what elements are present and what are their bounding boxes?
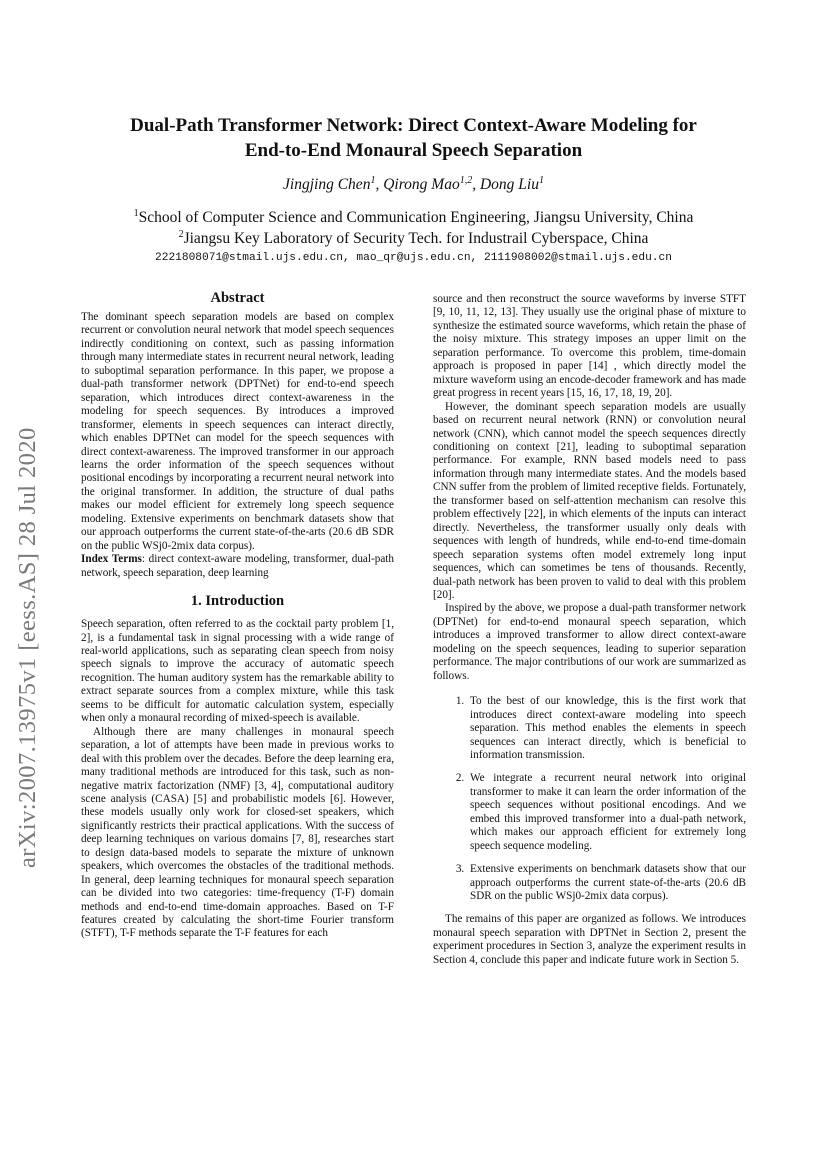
author-name: Qirong Mao xyxy=(383,176,460,193)
author-affiliation-mark: 1,2 xyxy=(459,175,473,186)
index-terms xyxy=(81,553,394,580)
affiliation-mark: 1 xyxy=(133,208,139,219)
contributions-list xyxy=(433,695,746,903)
intro-paragraph-3: source and then reconstruct the source waveforms by inverse STFT [9, 10, 11, 12, 13]. They usually use the original phase of mixture to synthesize the estimated source waveforms, which retain the phase of the noisy mixture. This strategy imposes an upper limit on the separation performance. To overcome this problem, time-domain approach is proposed in paper [14] , which directly model the mixture waveform using an encode-decoder framework and has made great progress in recent years [15, 16, 17, 18, 19, 20]. xyxy=(433,293,746,400)
affiliation-1 xyxy=(80,209,747,227)
intro-paragraph-6: The remains of this paper are organized as follows. We introduces monaural speech separation with DPTNet in Section 2, present the experiment procedures in Section 3, analyze the experiment results in Section 4, conclude this paper and indicate future work in Section 5. xyxy=(433,913,746,966)
title-line-1: Dual-Path Transformer Network: Direct Context-Aware Modeling for xyxy=(130,115,697,136)
contribution-item: 1. To the best of our knowledge, this is the first work that introduces direct context-aware modeling into speech separation. This method enables the elements in speech sequences can interact directly, which is beneficial to information transmission. xyxy=(467,695,746,762)
right-column xyxy=(433,293,746,967)
author-affiliation-mark: 1 xyxy=(370,175,376,186)
affiliation-2 xyxy=(80,230,747,248)
abstract-heading: Abstract xyxy=(210,290,265,306)
affiliation-text: Jiangsu Key Laboratory of Security Tech. for Industrail Cyberspace, China xyxy=(183,230,649,247)
paper-title xyxy=(80,113,747,163)
author-affiliation-mark: 1 xyxy=(538,175,544,186)
author-list: Jingjing Chen$^1$, Qirong Mao$^{1,2}$, Dong Liu$^1$ xyxy=(283,175,544,193)
contribution-item: 2. We integrate a recurrent neural network into original transformer to make it can learn the order information of the speech sequences without positional encodings. And we embed this improved transformer into a dual-path network, which makes our approach efficient for extremely long speech sequence modeling. xyxy=(467,772,746,853)
left-column xyxy=(81,289,394,941)
title-line-2: End-to-End Monaural Speech Separation xyxy=(244,140,583,161)
affiliation-text: School of Computer Science and Communication Engineering, Jiangsu University, China xyxy=(138,209,694,226)
author-emails: 2221808071@stmail.ujs.edu.cn, mao_qr@ujs.edu.cn, 2111908002@stmail.ujs.edu.cn xyxy=(155,252,672,264)
intro-paragraph-1: Speech separation, often referred to as the cocktail party problem [1, 2], is a fundamental task in signal processing with a wide range of real-world applications, such as separating clean speech from noisy speech signals to improve the accuracy of automatic speech recognition. The human auditory system has the remarkable ability to extract separate sources from a complex mixture, while this task seems to be difficult for automatic calculation system, especially when only a monaural recording of mixed-speech is available. xyxy=(81,618,394,725)
index-terms-label: Index Terms xyxy=(81,553,142,566)
introduction-heading: 1. Introduction xyxy=(190,593,285,610)
author-name: Dong Liu xyxy=(479,176,539,193)
intro-paragraph-4: However, the dominant speech separation models are usually based on recurrent neural network (RNN) or convolution neural network (CNN), which cannot model the speech sequences directly conditioning on context [21], leading to suboptimal separation performance. For example, RNN based models need to pass information through many intermediate states. And the models based CNN suffer from the problem of limited receptive fields. Fortunately, the transformer based on self-attention mechanism can resolve this problem effectively [22], in which elements of the inputs can interact directly. Nevertheless, the transformer usually only deals with sequences with length of hundreds, while end-to-end time-domain speech separation systems often model extremely long input sequences, which can sometimes be tens of thousands. Recently, dual-path network has been proven to valid to deal with this problem [20]. xyxy=(433,400,746,601)
author-name: Jingjing Chen xyxy=(283,176,371,193)
affiliation-mark: 2 xyxy=(178,229,184,240)
intro-paragraph-2: Although there are many challenges in monaural speech separation, a lot of attempts have been made in previous works to deal with this problem over the decades. Before the deep learning era, many traditional methods are introduced for this task, such as non-negative matrix factorization (NMF) [3, 4], computational auditory scene analysis (CASA) [5] and probabilistic models [6]. However, these models usually only work for closed-set speakers, which significantly restricts their practical applications. With the success of deep learning techniques on various domains [7, 8], researches start to design data-based models to separate the mixture of unknown speakers, which overcomes the obstacles of the traditional methods. In general, deep learning techniques for monaural speech separation can be divided into two categories: time-frequency (T-F) domain methods and end-to-end time-domain approaches. Based on T-F features created by calculating the short-time Fourier transform (STFT), T-F methods separate the T-F features for each xyxy=(81,725,394,940)
abstract-text: The dominant speech separation models are based on complex recurrent or convolution neural network that model speech sequences indirectly conditioning on context, such as passing information through many intermediate states in recurrent neural network, leading to suboptimal separation performance. In this paper, we propose a dual-path transformer network (DPTNet) for end-to-end speech separation, which introduces direct context-awareness in the modeling for speech sequences. By introduces a improved transformer, elements in speech sequences can interact directly, which enables DPTNet can model for the speech sequences with direct context-awareness. The improved transformer in our approach learns the order information of the speech sequences without positional encodings by incorporating a recurrent neural network into the original transformer. In addition, the structure of dual paths makes our model efficient for extremely long speech sequence modeling. Extensive experiments on benchmark datasets show that our approach outperforms the current state-of-the-arts (20.6 dB SDR on the public WSj0-2mix data corpus). xyxy=(81,311,394,552)
intro-paragraph-5: Inspired by the above, we propose a dual-path transformer network (DPTNet) for end-to-end monaural speech separation, which introduces a improved transformer to allow direct context-aware modeling on the speech sequences, leading to superior separation performance. The major contributions of our work are summarized as follows. xyxy=(433,602,746,682)
index-terms-text: : direct context-aware modeling, transformer, dual-path network, speech separation, deep learning xyxy=(81,553,394,579)
arxiv-identifier: arXiv:2007.13975v1 [eess.AS] 28 Jul 2020 xyxy=(14,427,41,868)
contribution-item: 3. Extensive experiments on benchmark datasets show that our approach outperforms the current state-of-the-arts (20.6 dB SDR on the public WSj0-2mix data corpus). xyxy=(467,863,746,903)
